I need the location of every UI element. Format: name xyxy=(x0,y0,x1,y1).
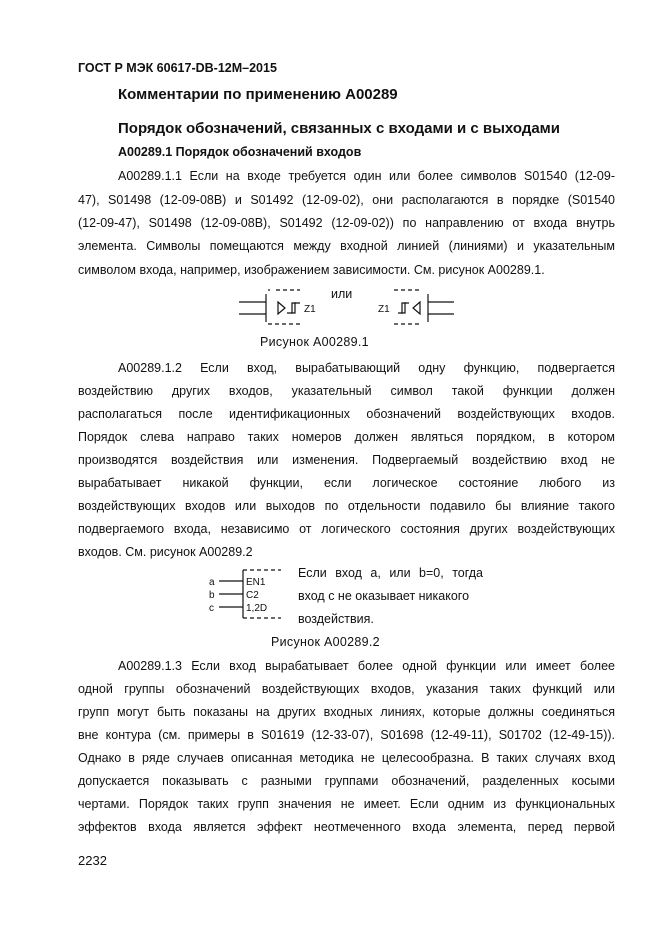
text-line: производятся воздействия или изменения. Подвергаемый воздействию вход не xyxy=(78,453,615,467)
figure-2-input-c: c xyxy=(209,603,214,614)
figure-1-or-label: или xyxy=(331,287,353,301)
text-line: А00289.1.3 Если вход вырабатывает более одной функции или имеет более xyxy=(118,659,615,673)
figure-2-note-line: вход с не оказывает никакого xyxy=(298,589,470,603)
text-line: воздействующих входов или выходов по отдельности подавило бы влияние такого xyxy=(78,499,615,513)
text-line: чертами. Порядок таких групп значения не имеет. Если одним из функциональных xyxy=(78,797,615,811)
figure-2-note-line: воздействия. xyxy=(298,612,374,626)
text-line: воздействию других входов, указательный символ такой функции должен xyxy=(78,384,615,398)
figure-2-label-c2: C2 xyxy=(246,590,259,601)
text-line: располагаться после идентификационных обозначений воздействующих входов. xyxy=(78,407,615,421)
figure-2-label-12d: 1,2D xyxy=(246,603,268,614)
figure-2-note-line: Если вход а, или b=0, тогда xyxy=(298,566,483,580)
figure-2-diagram xyxy=(205,568,285,628)
text-line: элемента. Символы помещаются между входной линией (линиями) и указательным xyxy=(78,239,615,253)
text-line: подвергаемого входа, независимо от логического состояния других воздействующих xyxy=(78,522,615,536)
figure-1-caption: Рисунок А00289.1 xyxy=(260,335,369,349)
figure-1-right-label: Z1 xyxy=(378,304,390,315)
page-number: 2232 xyxy=(78,853,107,868)
subsection-title: А00289.1 Порядок обозначений входов xyxy=(118,145,362,159)
figure-1-right-symbol xyxy=(394,290,454,324)
text-line: 47), S01498 (12-09-08В) и S01492 (12-09-02), они располагаются в порядке (S01540 xyxy=(78,193,615,207)
figure-1-left-label: Z1 xyxy=(304,304,316,315)
text-line: вырабатывает никакой функции, если логическое состояние любого из xyxy=(78,476,615,490)
text-line: входов. См. рисунок А00289.2 xyxy=(78,545,253,559)
text-line: одной группы обозначений воздействующих входов, указания таких функций или xyxy=(78,682,615,696)
figure-1-left-symbol xyxy=(239,290,300,324)
text-line: групп могут быть показаны на других входных линиях, которые должны соединяться xyxy=(78,705,615,719)
page-title: Комментарии по применению А00289 xyxy=(118,86,398,103)
text-line: Порядок слева направо таких номеров должен являться порядком, в котором xyxy=(78,430,615,444)
figure-2-input-a: a xyxy=(209,577,215,588)
figure-2-label-en1: EN1 xyxy=(246,577,266,588)
section-title: Порядок обозначений, связанных с входами и с выходами xyxy=(118,120,561,137)
text-line: символом входа, например, изображением зависимости. См. рисунок А00289.1. xyxy=(78,263,545,277)
text-line: А00289.1.2 Если вход, вырабатывающий одну функцию, подвергается xyxy=(118,361,615,375)
text-line: (12-09-47), S01498 (12-09-08В), S01492 (12-09-02)) по направлению от входа внутрь xyxy=(78,216,615,230)
text-line: Однако в ряде случаев описанная методика не целесообразна. В таких случаях вход xyxy=(78,751,615,765)
text-line: эффектов входа является эффект неотмеченного входа элемента, перед первой xyxy=(78,820,615,834)
text-line: вне контура (см. примеры в S01619 (12-33-07), S01698 (12-49-11), S01702 (12-49-15)). xyxy=(78,728,615,742)
figure-2-input-b: b xyxy=(209,590,215,601)
figure-2-caption: Рисунок А00289.2 xyxy=(271,635,380,649)
document-header: ГОСТ Р МЭК 60617-DB-12M–2015 xyxy=(78,61,277,75)
text-line: А00289.1.1 Если на входе требуется один или более символов S01540 (12-09- xyxy=(118,169,615,183)
text-line: допускается показывать с разными группами обозначений, разделенных косыми xyxy=(78,774,615,788)
